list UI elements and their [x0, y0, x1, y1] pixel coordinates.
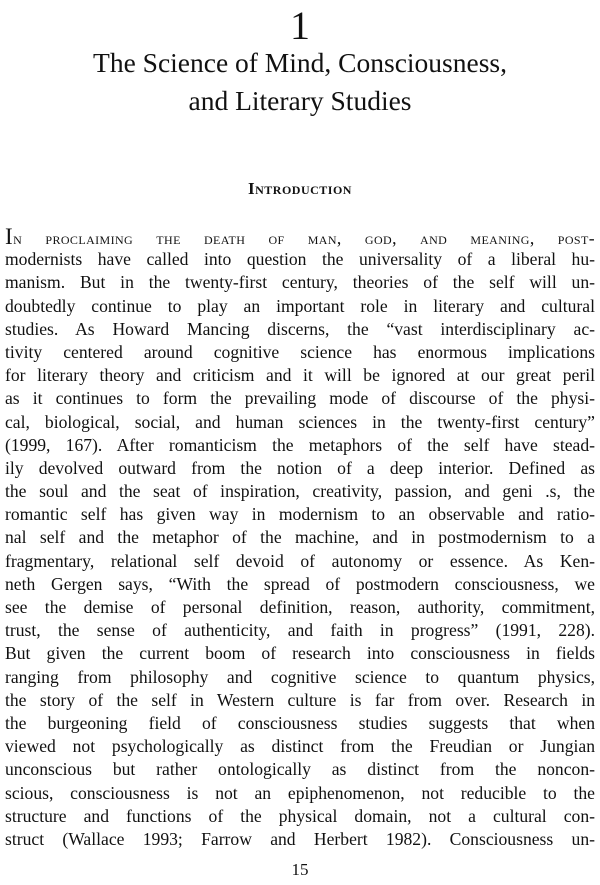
- text-line: the burgeoning field of consciousness studies suggests that when: [5, 712, 595, 733]
- text-line: ily devolved outward from the notion of a deep interior. Defined as: [5, 457, 595, 478]
- text-line: romantic self has given way in modernism to an observable and ratio-: [5, 504, 595, 525]
- text-line: the soul and the seat of inspiration, creativity, passion, and geni .s, the: [5, 481, 595, 502]
- section-heading: Introduction: [248, 179, 352, 198]
- text-line: struct (Wallace 1993; Farrow and Herbert 1982). Consciousness un-: [5, 828, 595, 849]
- chapter-number: 1: [290, 3, 310, 48]
- text-line: scious, consciousness is not an epiphenomenon, not reducible to the: [5, 782, 595, 803]
- page-number: 15: [291, 860, 309, 879]
- text-line: modernists have called into question the universality of a liberal hu-: [5, 249, 595, 270]
- text-line: see the demise of personal definition, reason, authority, commitment,: [5, 597, 595, 617]
- text-line: as it continues to form the prevailing mode of discourse of the physi-: [5, 388, 595, 409]
- text-line: for literary theory and criticism and it will be ignored at our great peril: [5, 365, 595, 386]
- text-line: structure and functions of the physical domain, not a cultural con-: [5, 805, 595, 826]
- text-line-1: [5, 225, 595, 248]
- text-line: viewed not psychologically as distinct from the Freudian or Jungian: [5, 736, 595, 757]
- body-paragraph: [5, 225, 595, 851]
- text-line: (1999, 167). After romanticism the metaphors of the self have stead-: [5, 434, 595, 455]
- text-line: cal, biological, social, and human sciences in the twenty-first century”: [5, 411, 595, 432]
- text-line: unconscious but rather ontologically as distinct from the noncon-: [5, 759, 595, 780]
- drop-initial: I: [5, 224, 14, 249]
- chapter-title-line-2: and Literary Studies: [188, 85, 412, 116]
- text-line: tivity centered around cognitive science has enormous implications: [5, 341, 595, 362]
- text-line: manism. But in the twenty-first century, theories of the self will un-: [5, 272, 595, 293]
- text-line: fragmentary, relational self devoid of autonomy or essence. As Ken-: [5, 550, 595, 571]
- chapter-title: [0, 44, 600, 120]
- chapter-title-line-1: The Science of Mind, Consciousness,: [93, 47, 507, 78]
- text-line: the story of the self in Western culture is far from over. Research in: [5, 689, 595, 710]
- text-line: nal self and the metaphor of the machine, and in postmodernism to a: [5, 527, 595, 548]
- opening-smallcaps: n proclaiming the death of man, god, and meaning, post-: [13, 228, 595, 248]
- text-line: studies. As Howard Mancing discerns, the “vast interdisciplinary ac-: [5, 318, 595, 339]
- text-line: neth Gergen says, “With the spread of postmodern consciousness, we: [5, 573, 595, 594]
- text-line: But given the current boom of research into consciousness in fields: [5, 643, 595, 664]
- text-line: doubtedly continue to play an important role in literary and cultural: [5, 295, 595, 316]
- text-line: ranging from philosophy and cognitive science to quantum physics,: [5, 666, 595, 687]
- text-line: trust, the sense of authenticity, and faith in progress” (1991, 228).: [5, 620, 595, 641]
